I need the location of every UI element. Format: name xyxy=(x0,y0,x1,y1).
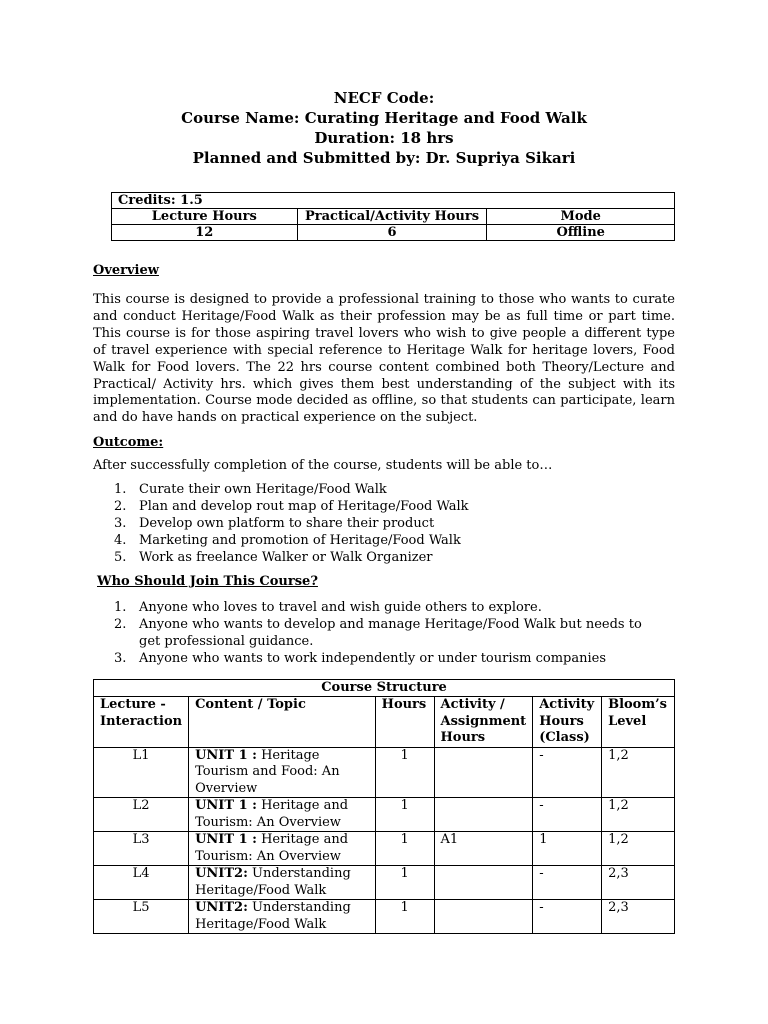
list-text: Anyone who loves to travel and wish guide others to explore. xyxy=(139,600,542,615)
table-row xyxy=(94,900,675,934)
activity-cell: - xyxy=(533,798,602,832)
who-list xyxy=(93,599,653,667)
list-item xyxy=(93,498,653,515)
lecture-cell: L5 xyxy=(94,900,189,934)
list-text: Anyone who wants to develop and manage Heritage/Food Walk but needs to get professional guidance. xyxy=(139,617,642,649)
credits-table xyxy=(111,192,675,241)
lecture-cell: L2 xyxy=(94,798,189,832)
table-row xyxy=(94,832,675,866)
assignment-cell: A1 xyxy=(434,832,533,866)
lecture-cell: L4 xyxy=(94,866,189,900)
assignment-cell xyxy=(434,866,533,900)
list-item xyxy=(93,515,653,532)
list-number: 1. xyxy=(114,600,127,615)
list-number: 5. xyxy=(114,550,127,565)
bloom-cell: 2,3 xyxy=(602,866,675,900)
list-text: Curate their own Heritage/Food Walk xyxy=(139,482,387,497)
overview-heading: Overview xyxy=(93,263,159,278)
hours-cell: 1 xyxy=(375,866,434,900)
list-number: 3. xyxy=(114,516,127,531)
table-row xyxy=(94,798,675,832)
hours-cell: 1 xyxy=(375,747,434,798)
topic-text: Heritage and Tourism: An Overview xyxy=(195,832,349,864)
lecture-hours-header: Lecture Hours xyxy=(112,209,298,225)
outcome-intro: After successfully completion of the course, students will be able to… xyxy=(93,458,553,473)
topic-cell xyxy=(189,747,376,798)
unit-label: UNIT 1 : xyxy=(195,832,257,847)
col-header-bloom: Bloom’s Level xyxy=(602,697,675,748)
necf-code: NECF Code: xyxy=(333,89,435,107)
credits-cell: Credits: 1.5 xyxy=(112,193,675,209)
lecture-cell: L1 xyxy=(94,747,189,798)
list-item xyxy=(93,650,653,667)
course-structure-table xyxy=(93,679,675,934)
overview-text: This course is designed to provide a professional training to those who wants to curate and conduct Heritage/Food Walk as their profession may be as full time or part time. This course is for those aspiring travel lovers who wish to give people a different type of travel experience with special reference to Heritage Walk for heritage lovers, Food Walk for Food lovers. The 22 hrs course content combined both Theory/Lecture and Practical/ Activity hrs. which gives them best understanding of the subject with its implementation. Course mode decided as offline, so that students can participate, learn and do have hands on practical experience on the subject. xyxy=(93,292,675,426)
outcome-list xyxy=(93,481,653,566)
practical-hours-header: Practical/Activity Hours xyxy=(297,209,487,225)
bloom-cell: 1,2 xyxy=(602,832,675,866)
course-duration: Duration: 18 hrs xyxy=(314,129,454,147)
course-name: Course Name: Curating Heritage and Food Walk xyxy=(181,109,587,127)
unit-label: UNIT 1 : xyxy=(195,747,257,763)
mode-value: Offline xyxy=(487,225,675,241)
hours-cell: 1 xyxy=(375,832,434,866)
list-text: Plan and develop rout map of Heritage/Food Walk xyxy=(139,499,469,514)
list-item xyxy=(93,549,653,566)
lecture-cell: L3 xyxy=(94,832,189,866)
unit-label: UNIT 1 : xyxy=(195,798,257,813)
planned-by: Planned and Submitted by: Dr. Supriya Sikari xyxy=(192,149,576,167)
mode-header: Mode xyxy=(487,209,675,225)
list-item xyxy=(93,481,653,498)
lecture-hours-value: 12 xyxy=(112,225,298,241)
list-number: 1. xyxy=(114,482,127,497)
activity-cell: - xyxy=(533,747,602,798)
list-text: Anyone who wants to work independently or under tourism companies xyxy=(139,651,607,666)
unit-label: UNIT2: xyxy=(195,900,248,915)
hours-cell: 1 xyxy=(375,798,434,832)
list-item xyxy=(93,599,653,616)
list-text: Marketing and promotion of Heritage/Food Walk xyxy=(139,533,461,548)
hours-cell: 1 xyxy=(375,900,434,934)
list-number: 2. xyxy=(114,617,127,632)
list-number: 4. xyxy=(114,533,127,548)
assignment-cell xyxy=(434,747,533,798)
outcome-heading: Outcome: xyxy=(93,435,164,450)
unit-label: UNIT2: xyxy=(195,866,248,881)
topic-cell xyxy=(189,900,376,934)
col-header-hours: Hours xyxy=(375,697,434,748)
topic-cell xyxy=(189,866,376,900)
topic-cell xyxy=(189,832,376,866)
bloom-cell: 1,2 xyxy=(602,798,675,832)
list-text: Develop own platform to share their product xyxy=(139,516,435,531)
structure-caption: Course Structure xyxy=(94,680,675,697)
activity-cell: 1 xyxy=(533,832,602,866)
list-item xyxy=(93,616,653,650)
topic-text: Heritage Tourism and Food: An Overview xyxy=(195,747,340,796)
bloom-cell: 2,3 xyxy=(602,900,675,934)
col-header-topic: Content / Topic xyxy=(189,697,376,748)
col-header-lecture: Lecture - Interaction xyxy=(94,697,189,748)
activity-cell: - xyxy=(533,900,602,934)
col-header-assignment: Activity / Assignment Hours xyxy=(434,697,533,748)
practical-hours-value: 6 xyxy=(297,225,487,241)
list-number: 3. xyxy=(114,651,127,666)
bloom-cell: 1,2 xyxy=(602,747,675,798)
assignment-cell xyxy=(434,798,533,832)
table-row xyxy=(94,866,675,900)
col-header-activity: Activity Hours (Class) xyxy=(533,697,602,748)
assignment-cell xyxy=(434,900,533,934)
topic-text: Heritage and Tourism: An Overview xyxy=(195,798,349,830)
list-item xyxy=(93,532,653,549)
topic-text: Understanding Heritage/Food Walk xyxy=(195,866,351,898)
list-text: Work as freelance Walker or Walk Organizer xyxy=(139,550,433,565)
activity-cell: - xyxy=(533,866,602,900)
who-heading: Who Should Join This Course? xyxy=(97,574,318,589)
topic-cell xyxy=(189,798,376,832)
list-number: 2. xyxy=(114,499,127,514)
topic-text: Understanding Heritage/Food Walk xyxy=(195,900,351,932)
table-row xyxy=(94,747,675,798)
course-header xyxy=(0,88,768,168)
